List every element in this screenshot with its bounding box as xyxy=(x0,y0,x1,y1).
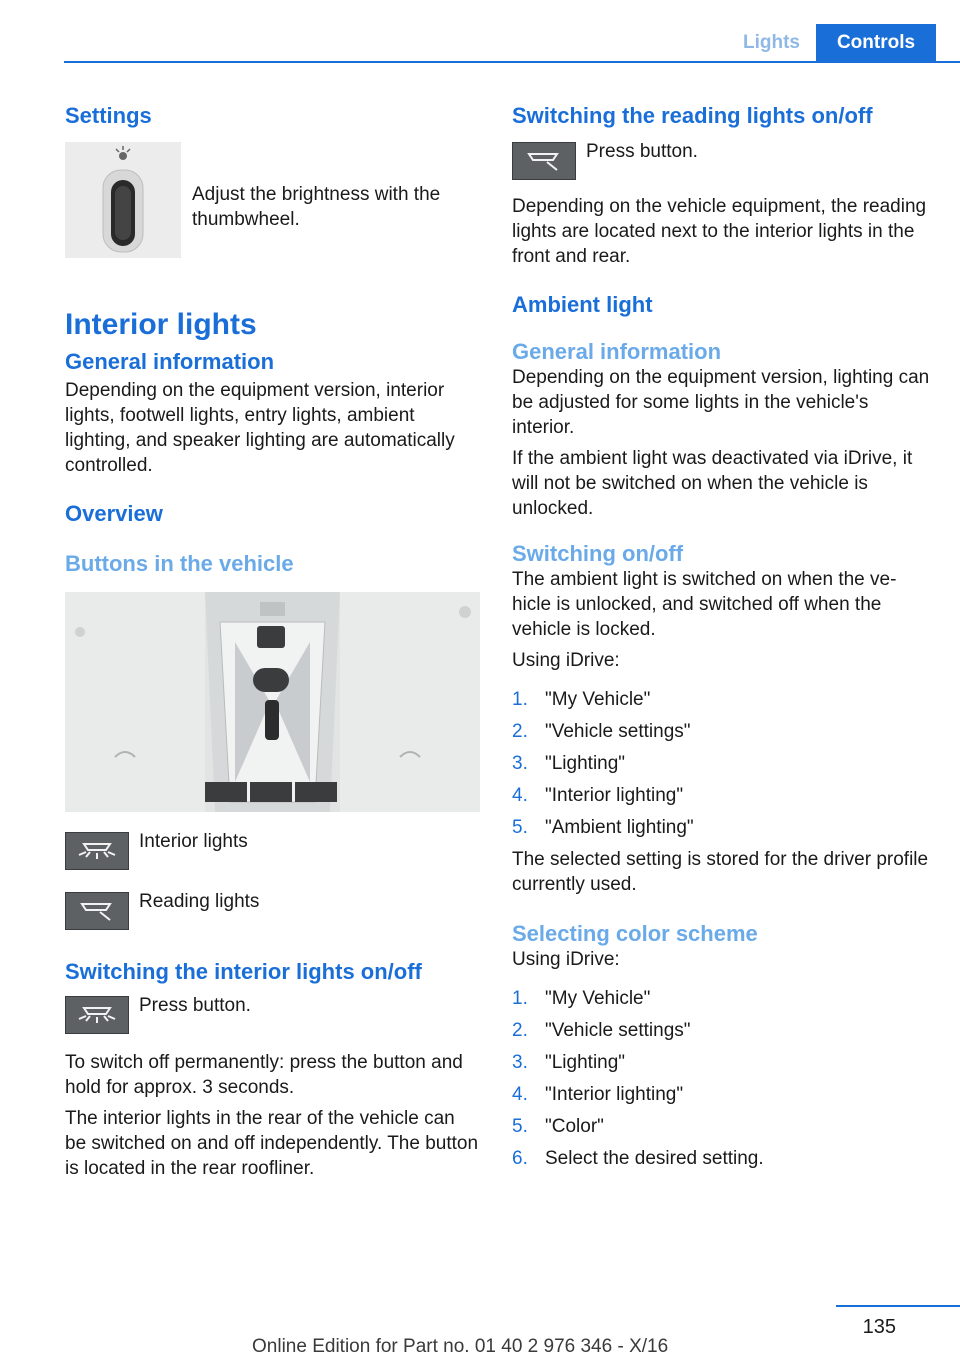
ambient-deactivated-text: If the ambient light was deactivated via iDrive, it will not be switched on when the vehicle is unlocked. xyxy=(512,448,913,519)
roof-console-photo xyxy=(65,592,480,812)
list-item: 3. "Lighting" xyxy=(512,753,626,774)
tab-lights[interactable]: Lights xyxy=(743,32,800,53)
reading-press-row xyxy=(512,142,932,180)
right-column xyxy=(512,100,932,1178)
thumbwheel-image xyxy=(65,142,181,258)
interior-light-button-icon-2 xyxy=(65,996,129,1034)
reading-light-button-icon-2 xyxy=(512,142,576,180)
list-item: 5. "Color" xyxy=(512,1116,604,1137)
stored-setting-text: The selected setting is stored for the driver profile currently used. xyxy=(512,849,929,895)
settings-heading: Settings xyxy=(65,103,152,128)
page-number: 135 xyxy=(862,1316,896,1338)
list-item: 1. "My Vehicle" xyxy=(512,689,651,710)
idrive-steps-color xyxy=(512,986,932,1171)
press-button-row xyxy=(65,996,479,1034)
ambient-light-heading: Ambient light xyxy=(512,292,653,317)
edition-text: Online Edition for Part no. 01 40 2 976 346 - X/16 xyxy=(252,1336,669,1357)
list-item: 4. "Interior lighting" xyxy=(512,1084,684,1105)
general-info-heading: General information xyxy=(65,349,275,374)
reading-lights-label: Reading lights xyxy=(139,891,260,912)
list-item: 3. "Lighting" xyxy=(512,1052,626,1073)
list-item: 2. "Vehicle settings" xyxy=(512,1020,691,1041)
left-column xyxy=(65,100,479,1181)
header-tabs xyxy=(727,24,936,62)
reading-light-button-icon xyxy=(65,892,129,930)
interior-light-button-icon xyxy=(65,832,129,870)
reading-press-text: Press button. xyxy=(586,141,698,162)
ambient-general-text: Depending on the equipment version, lighting can be adjusted for some lights in the vehicle's interior. xyxy=(512,367,930,438)
switching-onoff-heading: Switching on/off xyxy=(512,541,684,566)
interior-lights-label: Interior lights xyxy=(139,831,248,852)
list-item: 4. "Interior lighting" xyxy=(512,785,684,806)
list-item: 6. Select the desired setting. xyxy=(512,1148,764,1169)
reading-lights-legend xyxy=(65,892,479,930)
buttons-heading: Buttons in the vehicle xyxy=(65,551,294,576)
rear-lights-text: The interior lights in the rear of the vehicle can be switched on and off independently. The button is located in the rear roofliner. xyxy=(65,1108,479,1179)
interior-lights-heading: Interior lights xyxy=(65,308,257,341)
switch-off-text: To switch off permanently: press the button and hold for approx. 3 seconds. xyxy=(65,1052,463,1098)
reading-location-text: Depending on the vehicle equipment, the reading lights are located next to the interior lights in the front and rear. xyxy=(512,196,927,267)
list-item: 5. "Ambient lighting" xyxy=(512,817,694,838)
interior-lights-legend xyxy=(65,832,479,870)
overview-heading: Overview xyxy=(65,501,163,526)
color-scheme-heading: Selecting color scheme xyxy=(512,921,758,946)
using-idrive-label-2: Using iDrive: xyxy=(512,949,620,970)
using-idrive-label: Using iDrive: xyxy=(512,650,620,671)
idrive-steps-ambient xyxy=(512,687,932,840)
reading-lights-heading: Switching the reading lights on/off xyxy=(512,103,873,128)
footer-rule xyxy=(836,1305,960,1307)
header-rule xyxy=(64,61,960,63)
ambient-general-heading: General information xyxy=(512,339,722,364)
list-item: 1. "My Vehicle" xyxy=(512,988,651,1009)
settings-text: Adjust the brightness with the thumbwheel. xyxy=(192,184,441,230)
tab-controls[interactable]: Controls xyxy=(816,24,936,62)
list-item: 2. "Vehicle settings" xyxy=(512,721,691,742)
press-button-text: Press button. xyxy=(139,995,251,1016)
switching-onoff-text: The ambient light is switched on when the ve-hicle is unlocked, and switched off when the vehicle is locked. xyxy=(512,569,897,640)
general-info-text: Depending on the equipment version, interior lights, footwell lights, entry lights, ambient lighting, and speaker lighting are automatically controlled. xyxy=(65,380,455,476)
switching-interior-heading: Switching the interior lights on/off xyxy=(65,959,422,984)
settings-row xyxy=(65,142,479,258)
